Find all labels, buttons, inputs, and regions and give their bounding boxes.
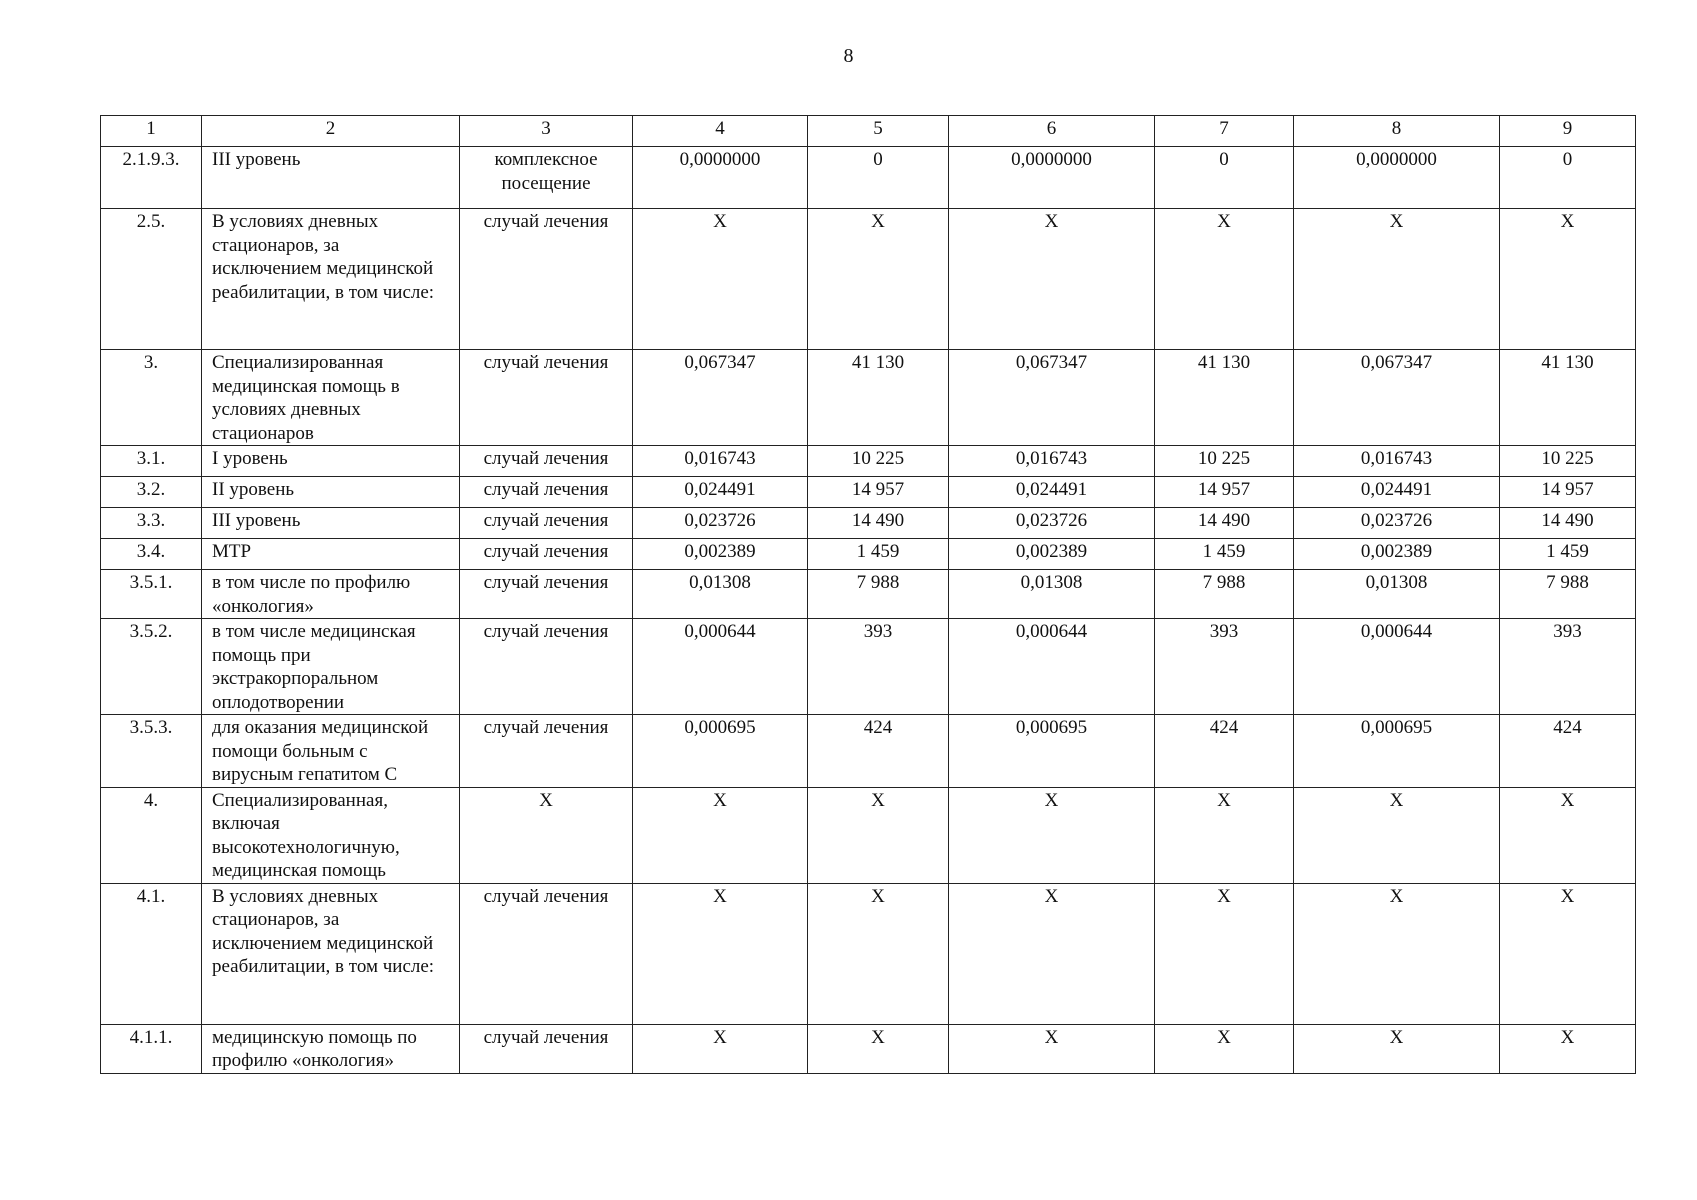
table-row	[101, 883, 1636, 1024]
value-cell: 10 225	[1155, 446, 1294, 477]
row-number-cell: 3.5.3.	[101, 715, 202, 788]
value-cell: 0,000695	[949, 715, 1155, 788]
row-name-cell: для оказания медицинской помощи больным с вирусным гепатитом С	[202, 715, 460, 788]
value-cell: 0,002389	[1294, 539, 1500, 570]
value-cell: 0,024491	[949, 477, 1155, 508]
row-number-cell: 3.5.1.	[101, 570, 202, 619]
table-row	[101, 539, 1636, 570]
row-number-cell: 3.	[101, 350, 202, 446]
row-number-cell: 3.2.	[101, 477, 202, 508]
value-cell: X	[949, 209, 1155, 350]
value-cell: 0	[808, 147, 949, 209]
value-cell: 393	[1500, 619, 1636, 715]
row-name-cell: медицинскую помощь по профилю «онкология»	[202, 1024, 460, 1073]
value-cell: 0,016743	[633, 446, 808, 477]
value-cell: 0,000644	[949, 619, 1155, 715]
header-cell: 4	[633, 116, 808, 147]
value-cell: X	[1294, 883, 1500, 1024]
row-name-cell: II уровень	[202, 477, 460, 508]
value-cell: 14 490	[1155, 508, 1294, 539]
value-cell: 0,000644	[633, 619, 808, 715]
value-cell: 0,01308	[633, 570, 808, 619]
value-cell: X	[808, 209, 949, 350]
unit-cell: случай лечения	[460, 350, 633, 446]
value-cell: 7 988	[1155, 570, 1294, 619]
value-cell: X	[1294, 209, 1500, 350]
value-cell: 0,01308	[1294, 570, 1500, 619]
header-cell: 1	[101, 116, 202, 147]
header-cell: 9	[1500, 116, 1636, 147]
value-cell: 0,0000000	[1294, 147, 1500, 209]
value-cell: 424	[808, 715, 949, 788]
row-number-cell: 3.4.	[101, 539, 202, 570]
value-cell: X	[1155, 209, 1294, 350]
unit-cell: случай лечения	[460, 619, 633, 715]
value-cell: X	[1500, 787, 1636, 883]
value-cell: 1 459	[1500, 539, 1636, 570]
row-name-cell: в том числе по профилю «онкология»	[202, 570, 460, 619]
row-name-cell: МТР	[202, 539, 460, 570]
data-table	[100, 115, 1636, 1074]
value-cell: 0,067347	[633, 350, 808, 446]
value-cell: X	[1155, 1024, 1294, 1073]
value-cell: 0,000695	[633, 715, 808, 788]
value-cell: X	[1155, 787, 1294, 883]
value-cell: 7 988	[808, 570, 949, 619]
value-cell: X	[633, 1024, 808, 1073]
value-cell: 424	[1155, 715, 1294, 788]
value-cell: X	[1294, 1024, 1500, 1073]
row-number-cell: 2.1.9.3.	[101, 147, 202, 209]
value-cell: 14 957	[808, 477, 949, 508]
unit-cell: X	[460, 787, 633, 883]
unit-cell: случай лечения	[460, 477, 633, 508]
value-cell: X	[808, 787, 949, 883]
row-number-cell: 3.3.	[101, 508, 202, 539]
value-cell: X	[808, 1024, 949, 1073]
value-cell: X	[1500, 209, 1636, 350]
header-cell: 5	[808, 116, 949, 147]
row-name-cell: III уровень	[202, 508, 460, 539]
unit-cell: случай лечения	[460, 446, 633, 477]
value-cell: 10 225	[1500, 446, 1636, 477]
value-cell: X	[633, 883, 808, 1024]
row-number-cell: 3.5.2.	[101, 619, 202, 715]
value-cell: 393	[1155, 619, 1294, 715]
value-cell: 10 225	[808, 446, 949, 477]
row-name-cell: в том числе медицинская помощь при экстракорпоральном оплодотворении	[202, 619, 460, 715]
row-number-cell: 4.1.	[101, 883, 202, 1024]
value-cell: 0,023726	[949, 508, 1155, 539]
value-cell: 1 459	[1155, 539, 1294, 570]
row-number-cell: 4.1.1.	[101, 1024, 202, 1073]
table-row	[101, 619, 1636, 715]
table-row	[101, 1024, 1636, 1073]
header-cell: 2	[202, 116, 460, 147]
value-cell: 0,000644	[1294, 619, 1500, 715]
row-name-cell: В условиях дневных стационаров, за исключением медицинской реабилитации, в том числе:	[202, 209, 460, 350]
row-name-cell: III уровень	[202, 147, 460, 209]
unit-cell: случай лечения	[460, 508, 633, 539]
row-name-cell: Специализированная, включая высокотехнологичную, медицинская помощь	[202, 787, 460, 883]
value-cell: 0,024491	[1294, 477, 1500, 508]
table-row	[101, 715, 1636, 788]
value-cell: 41 130	[808, 350, 949, 446]
value-cell: X	[1500, 883, 1636, 1024]
unit-cell: случай лечения	[460, 715, 633, 788]
header-cell: 8	[1294, 116, 1500, 147]
value-cell: X	[1155, 883, 1294, 1024]
unit-cell: случай лечения	[460, 570, 633, 619]
value-cell: 0,016743	[1294, 446, 1500, 477]
value-cell: 393	[808, 619, 949, 715]
row-number-cell: 4.	[101, 787, 202, 883]
value-cell: 0,002389	[633, 539, 808, 570]
value-cell: 0,023726	[633, 508, 808, 539]
unit-cell: комплексное посещение	[460, 147, 633, 209]
value-cell: 0,0000000	[949, 147, 1155, 209]
unit-cell: случай лечения	[460, 883, 633, 1024]
value-cell: 0,0000000	[633, 147, 808, 209]
value-cell: X	[949, 883, 1155, 1024]
table-row	[101, 209, 1636, 350]
table-row	[101, 477, 1636, 508]
value-cell: 14 490	[808, 508, 949, 539]
value-cell: 0,000695	[1294, 715, 1500, 788]
table-header-row	[101, 116, 1636, 147]
row-name-cell: I уровень	[202, 446, 460, 477]
table-row	[101, 350, 1636, 446]
page-number: 8	[843, 45, 854, 67]
unit-cell: случай лечения	[460, 539, 633, 570]
value-cell: 0	[1155, 147, 1294, 209]
value-cell: X	[1294, 787, 1500, 883]
value-cell: 0,067347	[1294, 350, 1500, 446]
row-name-cell: В условиях дневных стационаров, за исключением медицинской реабилитации, в том числе:	[202, 883, 460, 1024]
value-cell: 14 957	[1500, 477, 1636, 508]
row-name-cell: Специализированная медицинская помощь в условиях дневных стационаров	[202, 350, 460, 446]
value-cell: 7 988	[1500, 570, 1636, 619]
value-cell: 0,024491	[633, 477, 808, 508]
unit-cell: случай лечения	[460, 1024, 633, 1073]
value-cell: 0,002389	[949, 539, 1155, 570]
header-cell: 7	[1155, 116, 1294, 147]
row-number-cell: 2.5.	[101, 209, 202, 350]
table-row	[101, 446, 1636, 477]
value-cell: 0,023726	[1294, 508, 1500, 539]
value-cell: 41 130	[1500, 350, 1636, 446]
value-cell: 0,067347	[949, 350, 1155, 446]
value-cell: 0	[1500, 147, 1636, 209]
table-row	[101, 147, 1636, 209]
row-number-cell: 3.1.	[101, 446, 202, 477]
value-cell: X	[949, 787, 1155, 883]
value-cell: 14 490	[1500, 508, 1636, 539]
value-cell: 0,016743	[949, 446, 1155, 477]
value-cell: 41 130	[1155, 350, 1294, 446]
unit-cell: случай лечения	[460, 209, 633, 350]
value-cell: 14 957	[1155, 477, 1294, 508]
value-cell: X	[1500, 1024, 1636, 1073]
table-row	[101, 570, 1636, 619]
table-row	[101, 508, 1636, 539]
value-cell: 0,01308	[949, 570, 1155, 619]
value-cell: 1 459	[808, 539, 949, 570]
value-cell: X	[949, 1024, 1155, 1073]
value-cell: X	[633, 209, 808, 350]
header-cell: 3	[460, 116, 633, 147]
value-cell: X	[633, 787, 808, 883]
header-cell: 6	[949, 116, 1155, 147]
table-row	[101, 787, 1636, 883]
value-cell: 424	[1500, 715, 1636, 788]
value-cell: X	[808, 883, 949, 1024]
